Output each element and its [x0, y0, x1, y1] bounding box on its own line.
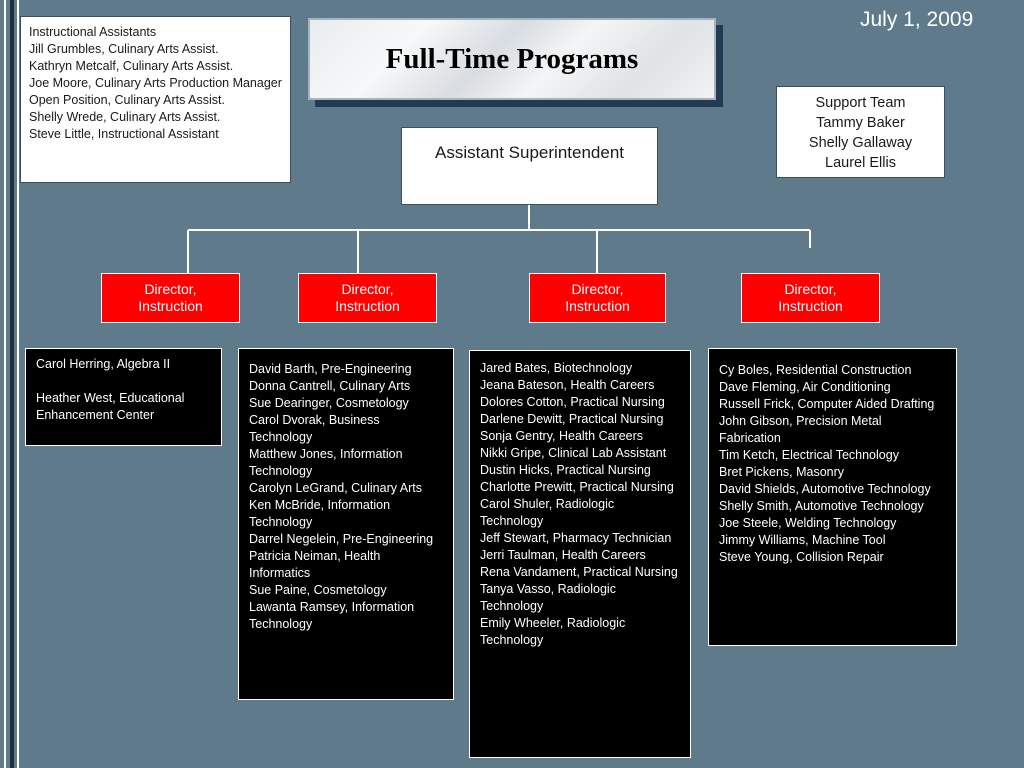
director-box-1	[101, 273, 240, 323]
list-item: Bret Pickens, Masonry	[719, 465, 845, 479]
director-label: Director, Instruction	[138, 281, 203, 314]
instructional-assistants-box	[20, 16, 291, 183]
list-item: Heather West, Educational Enhancement Center	[36, 391, 185, 422]
list-item: Jeana Bateson, Health Careers	[480, 378, 655, 392]
list-item: Tanya Vasso, Radiologic Technology	[480, 582, 616, 613]
director-label: Director, Instruction	[778, 281, 843, 314]
list-item: David Shields, Automotive Technology	[719, 482, 931, 496]
assistant-superintendent-box	[401, 127, 658, 205]
list-item: Rena Vandament, Practical Nursing	[480, 565, 678, 579]
list-item: Steve Young, Collision Repair	[719, 550, 884, 564]
list-item: Tammy Baker	[816, 115, 905, 131]
list-item: Jeff Stewart, Pharmacy Technician	[480, 531, 672, 545]
list-item: Donna Cantrell, Culinary Arts	[249, 379, 411, 393]
list-item: John Gibson, Precision Metal Fabrication	[719, 414, 882, 445]
list-item: Jimmy Williams, Machine Tool	[719, 533, 886, 547]
list-item: Jerri Taulman, Health Careers	[480, 548, 646, 562]
list-item: Sue Paine, Cosmetology	[249, 583, 387, 597]
assistant-superintendent-label: Assistant Superintendent	[434, 143, 624, 162]
list-item: Dustin Hicks, Practical Nursing	[480, 463, 651, 477]
list-item: Matthew Jones, Information Technology	[249, 447, 403, 478]
list-item: David Barth, Pre-Engineering	[249, 362, 412, 376]
list-item: Sue Dearinger, Cosmetology	[249, 396, 409, 410]
list-item: Steve Little, Instructional Assistant	[29, 127, 219, 141]
list-item: Carol Shuler, Radiologic Technology	[480, 497, 615, 528]
staff-list-1	[25, 348, 222, 446]
title-banner	[308, 18, 716, 100]
staff-list-4	[708, 348, 957, 646]
list-item: Kathryn Metcalf, Culinary Arts Assist.	[29, 59, 234, 73]
list-item: Dolores Cotton, Practical Nursing	[480, 395, 665, 409]
list-item: Carolyn LeGrand, Culinary Arts	[249, 481, 422, 495]
director-box-3	[529, 273, 666, 323]
director-label: Director, Instruction	[565, 281, 630, 314]
date-label: July 1, 2009	[860, 8, 974, 31]
list-item: Carol Herring, Algebra II	[36, 357, 171, 371]
list-item: Russell Frick, Computer Aided Drafting	[719, 397, 935, 411]
list-item: Patricia Neiman, Health Informatics	[249, 549, 381, 580]
list-item: Emily Wheeler, Radiologic Technology	[480, 616, 626, 647]
list-item: Charlotte Prewitt, Practical Nursing	[480, 480, 674, 494]
page-title: Full-Time Programs	[385, 42, 639, 75]
list-item: Ken McBride, Information Technology	[249, 498, 391, 529]
list-item: Lawanta Ramsey, Information Technology	[249, 600, 415, 631]
list-item: Open Position, Culinary Arts Assist.	[29, 93, 225, 107]
list-item: Joe Moore, Culinary Arts Production Manager	[29, 76, 282, 90]
list-item: Instructional Assistants	[29, 25, 157, 39]
list-spacer	[36, 373, 211, 390]
list-item: Nikki Gripe, Clinical Lab Assistant	[480, 446, 667, 460]
support-team-heading: Support Team	[815, 95, 906, 111]
list-item: Shelly Gallaway	[808, 135, 913, 151]
list-item: Sonja Gentry, Health Careers	[480, 429, 644, 443]
staff-list-3	[469, 350, 691, 758]
list-item: Darlene Dewitt, Practical Nursing	[480, 412, 664, 426]
list-item: Jared Bates, Biotechnology	[480, 361, 633, 375]
list-item: Jill Grumbles, Culinary Arts Assist.	[29, 42, 219, 56]
director-box-2	[298, 273, 437, 323]
director-label: Director, Instruction	[335, 281, 400, 314]
list-item: Carol Dvorak, Business Technology	[249, 413, 380, 444]
list-item: Cy Boles, Residential Construction	[719, 363, 912, 377]
support-team-box	[776, 86, 945, 178]
list-item: Tim Ketch, Electrical Technology	[719, 448, 899, 462]
director-box-4	[741, 273, 880, 323]
list-item: Dave Fleming, Air Conditioning	[719, 380, 891, 394]
list-item: Joe Steele, Welding Technology	[719, 516, 897, 530]
list-item: Darrel Negelein, Pre-Engineering	[249, 532, 434, 546]
list-item: Shelly Smith, Automotive Technology	[719, 499, 924, 513]
staff-list-2	[238, 348, 454, 700]
list-item: Laurel Ellis	[825, 155, 896, 171]
list-item: Shelly Wrede, Culinary Arts Assist.	[29, 110, 221, 124]
